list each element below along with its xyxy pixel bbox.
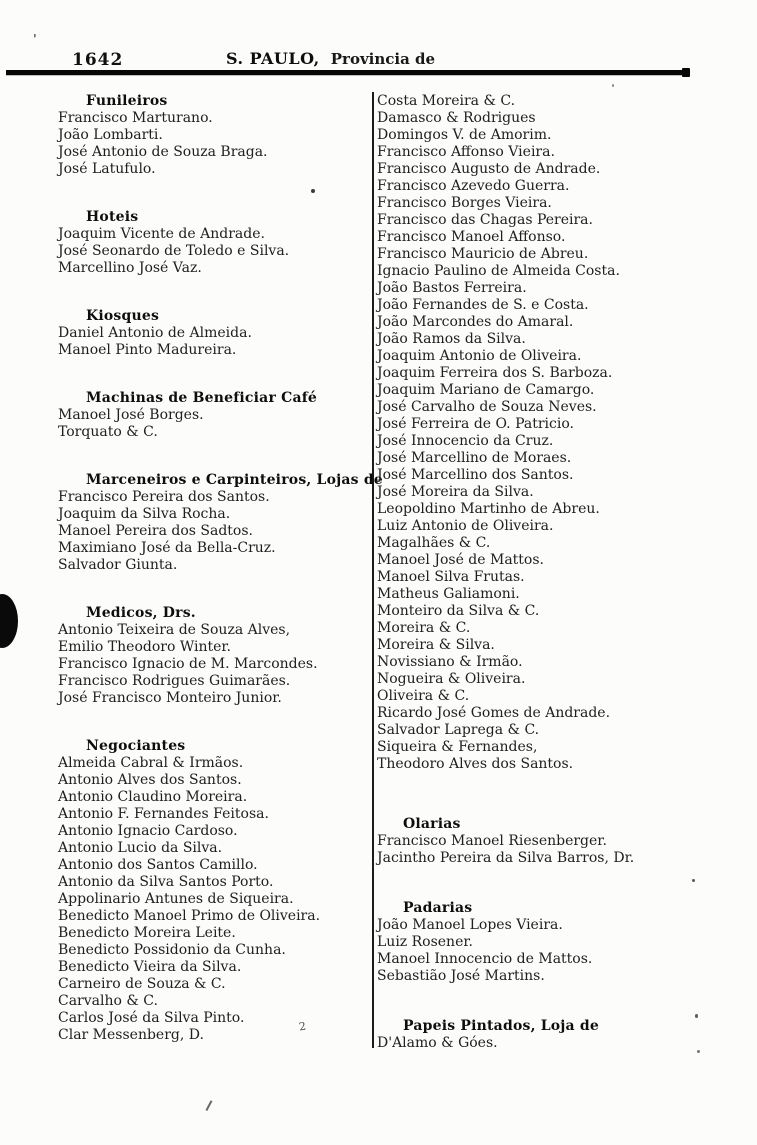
directory-entry: Marcellino José Vaz. (58, 260, 202, 276)
directory-entry: Francisco Augusto de Andrade. (377, 161, 601, 177)
directory-entry: Antonio F. Fernandes Feitosa. (58, 806, 269, 822)
directory-entry: José Francisco Monteiro Junior. (58, 690, 282, 706)
directory-entry: Carneiro de Souza & C. (58, 976, 226, 992)
directory-section (377, 900, 757, 985)
column-divider (372, 92, 374, 1048)
stray-pen-mark (206, 1100, 212, 1110)
section-heading: Negociantes (86, 738, 186, 754)
directory-entry: Daniel Antonio de Almeida. (58, 325, 252, 341)
directory-entry: Benedicto Moreira Leite. (58, 925, 236, 941)
directory-entry: Luiz Rosener. (377, 934, 473, 950)
header-rule (6, 70, 684, 75)
directory-entry: Luiz Antonio de Oliveira. (377, 518, 554, 534)
section-heading: Funileiros (86, 93, 168, 109)
directory-entry: Manoel Pereira dos Sadtos. (58, 523, 253, 539)
directory-entry: Joaquim Antonio de Oliveira. (377, 348, 582, 364)
running-header (226, 49, 435, 68)
directory-section (58, 472, 383, 574)
directory-entry: Antonio Ignacio Cardoso. (58, 823, 238, 839)
directory-entry: Manoel Pinto Madureira. (58, 342, 237, 358)
directory-entry: Carvalho & C. (58, 993, 158, 1009)
directory-section (377, 816, 757, 867)
directory-entry: Nogueira & Oliveira. (377, 671, 526, 687)
directory-entry: Antonio Lucio da Silva. (58, 840, 223, 856)
directory-entry: Matheus Galiamoni. (377, 586, 520, 602)
directory-entry: Moreira & C. (377, 620, 471, 636)
directory-entry: João Ramos da Silva. (377, 331, 526, 347)
page-number: 1642 (72, 50, 124, 70)
section-heading: Marceneiros e Carpinteiros, Lojas de (86, 472, 383, 488)
ink-speck (695, 1014, 698, 1018)
directory-entry: Jacintho Pereira da Silva Barros, Dr. (377, 850, 635, 866)
directory-entry: Sebastião José Martins. (377, 968, 545, 984)
directory-entry: Damasco & Rodrigues (377, 110, 536, 126)
directory-entry: Joaquim Vicente de Andrade. (58, 226, 265, 242)
directory-entry: Francisco Borges Vieira. (377, 195, 552, 211)
directory-entry: Francisco Rodrigues Guimarães. (58, 673, 291, 689)
section-heading: Hoteis (86, 209, 139, 225)
directory-entry: Oliveira & C. (377, 688, 470, 704)
directory-entry: Torquato & C. (58, 424, 158, 440)
directory-entry: José Marcellino dos Santos. (377, 467, 574, 483)
directory-entry: José Marcellino de Moraes. (377, 450, 572, 466)
directory-entry: Appolinario Antunes de Siqueira. (58, 891, 294, 907)
section-heading: Olarias (403, 816, 461, 832)
directory-entry: Costa Moreira & C. (377, 93, 516, 109)
directory-entry: José Ferreira de O. Patricio. (377, 416, 574, 432)
directory-section (58, 308, 372, 359)
directory-entry: Antonio da Silva Santos Porto. (58, 874, 274, 890)
directory-entry: Almeida Cabral & Irmãos. (58, 755, 244, 771)
directory-entry: José Moreira da Silva. (377, 484, 534, 500)
section-heading: Padarias (403, 900, 473, 916)
ink-speck (697, 1050, 700, 1053)
directory-entry: Francisco Affonso Vieira. (377, 144, 555, 160)
directory-entry: Siqueira & Fernandes, (377, 739, 538, 755)
directory-entry: Manoel José Borges. (58, 407, 204, 423)
directory-section (377, 1018, 757, 1052)
section-heading: Machinas de Beneficiar Café (86, 390, 318, 406)
directory-entry: Novissiano & Irmão. (377, 654, 523, 670)
directory-entry: Salvador Laprega & C. (377, 722, 540, 738)
directory-entry: Salvador Giunta. (58, 557, 178, 573)
left-column (0, 93, 383, 1044)
right-column (377, 93, 757, 1052)
directory-entry: Moreira & Silva. (377, 637, 495, 653)
header-title-rest: Provincia de (330, 50, 436, 68)
section-heading: Papeis Pintados, Loja de (403, 1018, 600, 1034)
directory-entry: Antonio Teixeira de Souza Alves, (58, 622, 291, 638)
directory-entry: José Innocencio da Cruz. (377, 433, 554, 449)
directory-section (377, 93, 757, 773)
directory-entry: Clar Messenberg, D. (58, 1027, 204, 1043)
directory-entry: Manoel Silva Frutas. (377, 569, 525, 585)
directory-section (58, 738, 372, 1044)
ink-speck (311, 189, 315, 193)
directory-entry: Leopoldino Martinho de Abreu. (377, 501, 600, 517)
directory-entry: Magalhães & C. (377, 535, 491, 551)
directory-entry: Antonio Claudino Moreira. (58, 789, 248, 805)
directory-entry: Benedicto Possidonio da Cunha. (58, 942, 286, 958)
directory-section (58, 209, 372, 277)
directory-entry: Francisco Mauricio de Abreu. (377, 246, 589, 262)
directory-entry: João Bastos Ferreira. (377, 280, 527, 296)
directory-entry: Francisco Azevedo Guerra. (377, 178, 570, 194)
directory-entry: José Latufulo. (58, 161, 156, 177)
directory-entry: Francisco Manoel Affonso. (377, 229, 566, 245)
directory-entry: Francisco Marturano. (58, 110, 213, 126)
directory-entry: Francisco Pereira dos Santos. (58, 489, 270, 505)
directory-entry: Emilio Theodoro Winter. (58, 639, 231, 655)
directory-entry: Domingos V. de Amorim. (377, 127, 552, 143)
section-heading: Medicos, Drs. (86, 605, 196, 621)
directory-entry: D'Alamo & Góes. (377, 1035, 498, 1051)
directory-entry: José Carvalho de Souza Neves. (377, 399, 597, 415)
directory-entry: Ricardo José Gomes de Andrade. (377, 705, 611, 721)
directory-entry: Benedicto Manoel Primo de Oliveira. (58, 908, 321, 924)
section-heading: Kiosques (86, 308, 160, 324)
directory-entry: Maximiano José da Bella-Cruz. (58, 540, 276, 556)
directory-entry: Antonio dos Santos Camillo. (58, 857, 258, 873)
directory-entry: João Manoel Lopes Vieira. (377, 917, 563, 933)
directory-entry: Joaquim Ferreira dos S. Barboza. (377, 365, 613, 381)
directory-entry: Francisco Ignacio de M. Marcondes. (58, 656, 318, 672)
directory-entry: José Antonio de Souza Braga. (58, 144, 268, 160)
directory-entry: Theodoro Alves dos Santos. (377, 756, 574, 772)
directory-section (58, 605, 372, 707)
directory-section (58, 390, 372, 441)
ink-speck (612, 84, 614, 87)
directory-entry: Manoel Innocencio de Mattos. (377, 951, 593, 967)
directory-entry: Carlos José da Silva Pinto. (58, 1010, 245, 1026)
ink-speck (692, 879, 695, 882)
directory-entry: Ignacio Paulino de Almeida Costa. (377, 263, 620, 279)
directory-entry: Antonio Alves dos Santos. (58, 772, 242, 788)
directory-entry: João Marcondes do Amaral. (377, 314, 574, 330)
header-title-bold: S. PAULO, (226, 49, 320, 68)
printers-mark: 2 (298, 1019, 307, 1034)
directory-entry: José Seonardo de Toledo e Silva. (58, 243, 290, 259)
directory-entry: João Fernandes de S. e Costa. (377, 297, 589, 313)
directory-entry: Francisco das Chagas Pereira. (377, 212, 593, 228)
directory-entry: Benedicto Vieira da Silva. (58, 959, 242, 975)
directory-entry: Francisco Manoel Riesenberger. (377, 833, 607, 849)
directory-entry: Joaquim Mariano de Camargo. (377, 382, 595, 398)
corner-ink-mark: ' (33, 32, 37, 46)
directory-entry: Joaquim da Silva Rocha. (58, 506, 231, 522)
directory-entry: Manoel José de Mattos. (377, 552, 544, 568)
header-rule-endcap (682, 68, 690, 77)
directory-entry: Monteiro da Silva & C. (377, 603, 540, 619)
directory-section (58, 93, 372, 178)
directory-entry: João Lombarti. (58, 127, 163, 143)
